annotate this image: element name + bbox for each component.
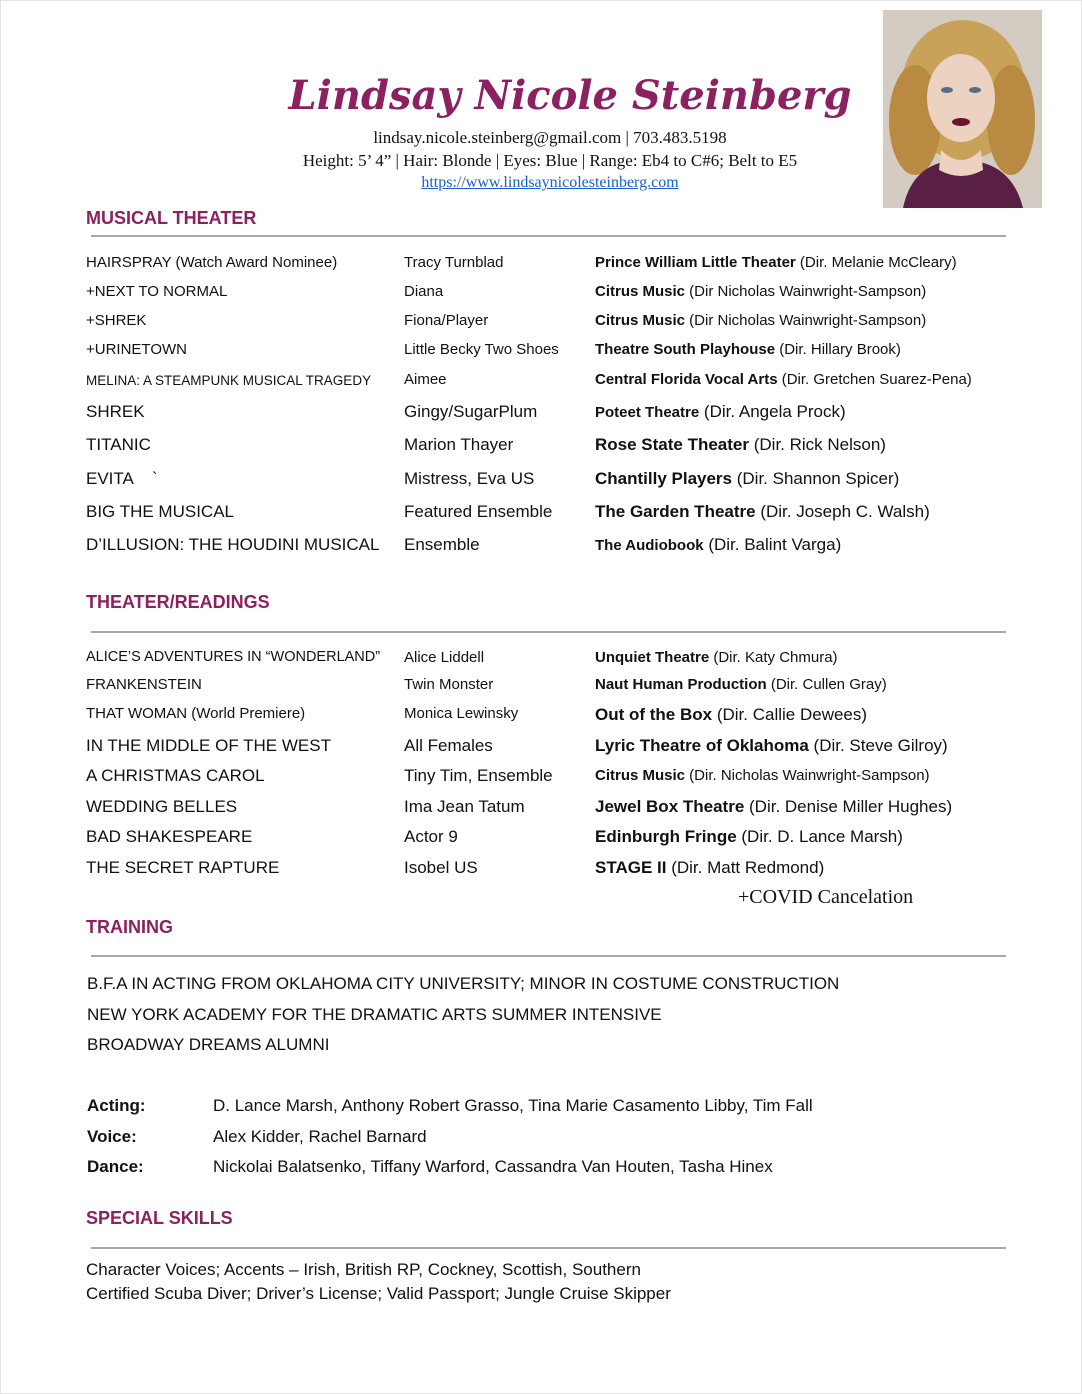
teacher-names: Nickolai Balatsenko, Tiffany Warford, Cassandra Van Houten, Tasha Hinex bbox=[213, 1157, 773, 1176]
section-divider bbox=[91, 955, 1006, 957]
teacher-row-acting bbox=[87, 1096, 987, 1120]
director: (Dir. D. Lance Marsh) bbox=[736, 827, 903, 846]
director: (Dir. Balint Varga) bbox=[703, 535, 842, 554]
role: All Females bbox=[404, 736, 493, 755]
website-link[interactable]: https://www.lindsaynicolesteinberg.com bbox=[421, 174, 679, 191]
credit-row bbox=[86, 502, 1016, 526]
show-title: BIG THE MUSICAL bbox=[86, 502, 234, 521]
credit-row bbox=[86, 402, 1016, 426]
credit-row bbox=[86, 371, 1016, 395]
credit-row bbox=[86, 736, 1016, 760]
venue bbox=[595, 371, 972, 388]
role: Tiny Tim, Ensemble bbox=[404, 766, 553, 785]
venue-name: Citrus Music bbox=[595, 767, 686, 784]
venue bbox=[595, 469, 899, 489]
credit-row bbox=[86, 797, 1016, 821]
show-title: FRANKENSTEIN bbox=[86, 676, 202, 693]
credit-row bbox=[86, 705, 1016, 729]
credit-row bbox=[86, 341, 1016, 365]
credit-row bbox=[86, 766, 1016, 790]
role: Mistress, Eva US bbox=[404, 469, 535, 488]
headshot-photo bbox=[883, 10, 1042, 208]
show-title: EVITA ` bbox=[86, 469, 158, 488]
venue bbox=[595, 676, 887, 693]
credit-row bbox=[86, 283, 1016, 307]
venue bbox=[595, 736, 948, 756]
skill-line: Character Voices; Accents – Irish, British RP, Cockney, Scottish, Southern bbox=[86, 1260, 641, 1279]
director: (Dir. Matt Redmond) bbox=[666, 858, 825, 877]
director: (Dir. Denise Miller Hughes) bbox=[744, 797, 953, 816]
director: (Dir. Callie Dewees) bbox=[712, 705, 868, 724]
credit-row bbox=[86, 254, 1016, 278]
venue-name: Chantilly Players bbox=[595, 469, 733, 488]
credit-row bbox=[86, 827, 1016, 851]
credit-row bbox=[86, 469, 1016, 493]
show-title: A CHRISTMAS CAROL bbox=[86, 766, 265, 785]
skill-line: Certified Scuba Diver; Driver’s License; Valid Passport; Jungle Cruise Skipper bbox=[86, 1284, 671, 1303]
show-title: THE SECRET RAPTURE bbox=[86, 858, 280, 877]
credit-row bbox=[86, 312, 1016, 336]
training-item: BROADWAY DREAMS ALUMNI bbox=[87, 1035, 330, 1054]
role: Ensemble bbox=[404, 535, 480, 554]
director: (Dir. Katy Chmura) bbox=[709, 649, 838, 666]
venue bbox=[595, 827, 903, 847]
venue bbox=[595, 341, 901, 358]
show-title: IN THE MIDDLE OF THE WEST bbox=[86, 736, 331, 755]
show-title: SHREK bbox=[86, 402, 145, 421]
teacher-label: Dance: bbox=[87, 1157, 144, 1176]
venue-name: Jewel Box Theatre bbox=[595, 797, 745, 816]
director: (Dir. Shannon Spicer) bbox=[732, 469, 900, 488]
credit-row bbox=[86, 676, 1016, 700]
director: (Dir. Angela Prock) bbox=[699, 402, 846, 421]
role: Actor 9 bbox=[404, 827, 458, 846]
venue-name: Lyric Theatre of Oklahoma bbox=[595, 736, 809, 755]
role: Ima Jean Tatum bbox=[404, 797, 525, 816]
venue-name: Central Florida Vocal Arts bbox=[595, 371, 778, 388]
credit-row bbox=[86, 535, 1016, 559]
show-title: TITANIC bbox=[86, 435, 151, 454]
director: (Dir. Cullen Gray) bbox=[766, 676, 887, 693]
venue-name: The Garden Theatre bbox=[595, 502, 756, 521]
credit-row bbox=[86, 858, 1016, 882]
venue-name: Poteet Theatre bbox=[595, 404, 700, 421]
venue-name: Prince William Little Theater bbox=[595, 254, 796, 271]
show-title: BAD SHAKESPEARE bbox=[86, 827, 253, 846]
section-divider bbox=[91, 631, 1006, 633]
venue-name: Naut Human Production bbox=[595, 676, 767, 693]
venue bbox=[595, 858, 824, 878]
show-title: HAIRSPRAY (Watch Award Nominee) bbox=[86, 254, 338, 271]
venue bbox=[595, 435, 886, 455]
venue-name: Rose State Theater bbox=[595, 435, 749, 454]
venue-name: STAGE II bbox=[595, 858, 667, 877]
venue bbox=[595, 502, 930, 522]
show-title: WEDDING BELLES bbox=[86, 797, 238, 816]
stats-line: Height: 5’ 4” | Hair: Blonde | Eyes: Blue | Range: Eb4 to C#6; Belt to E5 bbox=[302, 151, 798, 170]
role: Monica Lewinsky bbox=[404, 705, 519, 722]
show-title: D’ILLUSION: THE HOUDINI MUSICAL bbox=[86, 535, 380, 554]
show-title: +NEXT TO NORMAL bbox=[86, 283, 228, 300]
director: (Dir. Nicholas Wainwright-Sampson) bbox=[685, 767, 930, 784]
venue bbox=[595, 649, 838, 666]
director: (Dir. Hillary Brook) bbox=[775, 341, 901, 358]
venue-name: Unquiet Theatre bbox=[595, 649, 710, 666]
director: (Dir. Joseph C. Walsh) bbox=[755, 502, 930, 521]
venue bbox=[595, 283, 926, 300]
teacher-names: D. Lance Marsh, Anthony Robert Grasso, Tina Marie Casamento Libby, Tim Fall bbox=[213, 1096, 813, 1115]
credit-row bbox=[86, 435, 1016, 459]
director: (Dir. Melanie McCleary) bbox=[795, 254, 957, 271]
venue-name: Theatre South Playhouse bbox=[595, 341, 776, 358]
training-item: NEW YORK ACADEMY FOR THE DRAMATIC ARTS SUMMER INTENSIVE bbox=[87, 1005, 662, 1024]
venue bbox=[595, 312, 926, 329]
teacher-label: Acting: bbox=[87, 1096, 146, 1115]
show-title: +SHREK bbox=[86, 312, 147, 329]
teacher-row-dance bbox=[87, 1157, 987, 1181]
director: (Dir Nicholas Wainwright-Sampson) bbox=[685, 312, 927, 329]
director: (Dir. Rick Nelson) bbox=[749, 435, 886, 454]
venue-name: Out of the Box bbox=[595, 705, 713, 724]
role: Diana bbox=[404, 283, 444, 300]
section-title-musical-theater: MUSICAL THEATER bbox=[86, 208, 257, 228]
venue bbox=[595, 705, 867, 725]
venue bbox=[595, 767, 930, 784]
venue bbox=[595, 402, 846, 422]
training-item: B.F.A IN ACTING FROM OKLAHOMA CITY UNIVERSITY; MINOR IN COSTUME CONSTRUCTION bbox=[87, 974, 840, 993]
show-title: ALICE’S ADVENTURES IN “WONDERLAND” bbox=[86, 649, 381, 665]
teacher-label: Voice: bbox=[87, 1127, 137, 1146]
venue bbox=[595, 797, 952, 817]
teacher-names: Alex Kidder, Rachel Barnard bbox=[213, 1127, 427, 1146]
venue-name: Citrus Music bbox=[595, 312, 686, 329]
role: Featured Ensemble bbox=[404, 502, 553, 521]
show-title: +URINETOWN bbox=[86, 341, 187, 358]
show-title: MELINA: A STEAMPUNK MUSICAL TRAGEDY bbox=[86, 373, 372, 388]
resume-name: Lindsay Nicole Steinberg bbox=[288, 72, 852, 119]
section-divider bbox=[91, 1247, 1006, 1249]
section-divider bbox=[91, 235, 1006, 237]
role: Isobel US bbox=[404, 858, 478, 877]
role: Tracy Turnblad bbox=[404, 254, 504, 271]
contact-line: lindsay.nicole.steinberg@gmail.com | 703.483.5198 bbox=[373, 128, 727, 147]
director: (Dir Nicholas Wainwright-Sampson) bbox=[685, 283, 927, 300]
section-title-training: TRAINING bbox=[86, 917, 173, 937]
teacher-row-voice bbox=[87, 1127, 987, 1151]
role: Alice Liddell bbox=[404, 649, 485, 666]
venue bbox=[595, 535, 841, 555]
role: Little Becky Two Shoes bbox=[404, 341, 559, 358]
venue-name: The Audiobook bbox=[595, 537, 704, 554]
venue bbox=[595, 254, 957, 271]
role: Twin Monster bbox=[404, 676, 494, 693]
show-title: THAT WOMAN (World Premiere) bbox=[86, 705, 306, 722]
role: Aimee bbox=[404, 371, 447, 388]
role: Fiona/Player bbox=[404, 312, 489, 329]
role: Gingy/SugarPlum bbox=[404, 402, 538, 421]
venue-name: Citrus Music bbox=[595, 283, 686, 300]
director: (Dir. Gretchen Suarez-Pena) bbox=[777, 371, 972, 388]
director: (Dir. Steve Gilroy) bbox=[808, 736, 948, 755]
covid-note: +COVID Cancelation bbox=[738, 886, 914, 908]
section-title-special-skills: SPECIAL SKILLS bbox=[86, 1208, 233, 1228]
section-title-theater-readings: THEATER/READINGS bbox=[86, 592, 270, 612]
role: Marion Thayer bbox=[404, 435, 514, 454]
venue-name: Edinburgh Fringe bbox=[595, 827, 737, 846]
credit-row bbox=[86, 649, 1016, 673]
